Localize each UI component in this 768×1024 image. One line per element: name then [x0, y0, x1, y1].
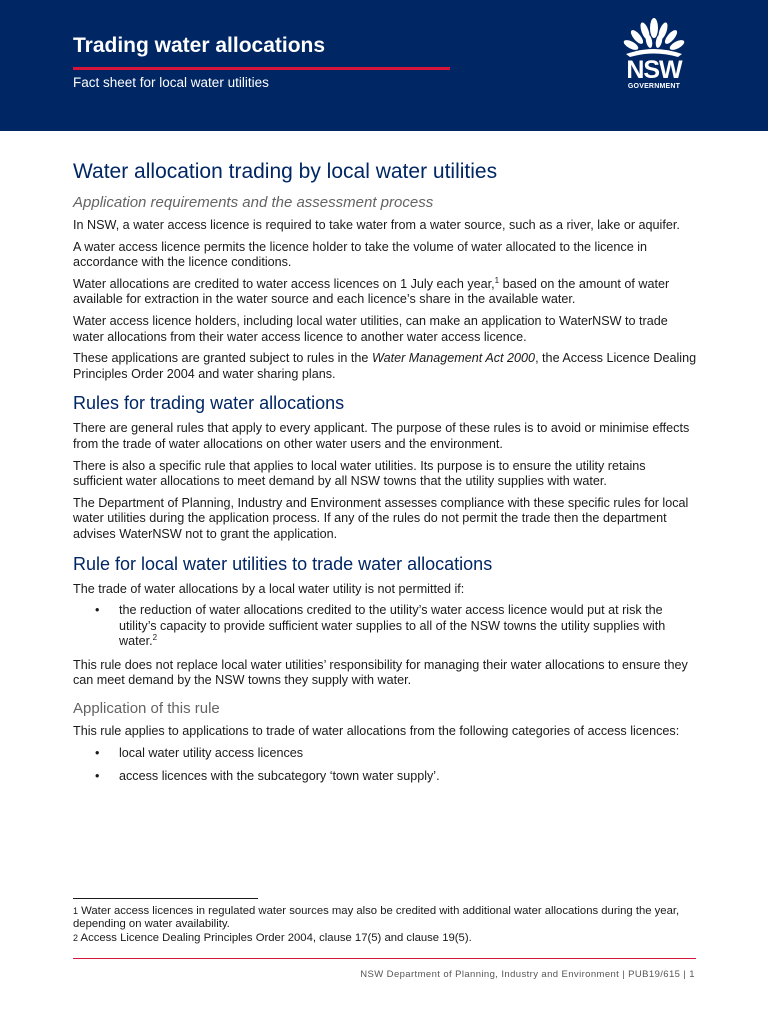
lead-heading: Application requirements and the assessment process [73, 194, 434, 211]
text-span: Water allocations are credited to water access licences on 1 July each year, [73, 276, 495, 291]
footnote-text: Access Licence Dealing Principles Order 2004, clause 17(5) and clause 19(5). [78, 931, 472, 944]
bullet-glyph: • [95, 603, 100, 618]
paragraph: There are general rules that apply to every applicant. The purpose of these rules is to avoid or minimise effects from the trade of water allocations on other water users and the environment. [73, 421, 690, 451]
list-item-text: the reduction of water allocations credited to the utility’s water access licence would put at risk the utility’s capacity to provide sufficient water supplies to all of the NSW towns the utility supplies with water. [119, 603, 666, 649]
paragraph-allocations-credited [73, 277, 698, 308]
bullet-glyph: • [95, 769, 100, 784]
document-title: Trading water allocations [73, 34, 326, 57]
logo-wordmark: NSW [626, 56, 682, 84]
footnote-text: Water access licences in regulated water sources may also be credited with additional water allocations during the year, depending on water availability. [73, 905, 680, 931]
footer-divider [73, 958, 696, 959]
nsw-government-logo [612, 18, 696, 96]
footnotes [73, 905, 698, 945]
paragraph: Water access licence holders, including local water utilities, can make an application to WaterNSW to trade water allocations from their water access licence to another water access licence. [73, 313, 668, 344]
waratah-icon [612, 18, 696, 58]
bullet-glyph: • [95, 745, 100, 760]
bullet-list [73, 746, 698, 785]
paragraph-granted [73, 351, 698, 382]
footnote [73, 905, 698, 932]
footnote-separator [73, 898, 258, 899]
paragraph: The Department of Planning, Industry and Environment assesses compliance with these specific rules for local water utilities during the application process. If any of the rules do not permit the trade then the department advises WaterNSW not to grant the application. [73, 495, 689, 541]
logo-government-label: GOVERNMENT [627, 83, 681, 90]
paragraph: A water access licence permits the licence holder to take the volume of water allocated to the licence in accordance with the licence conditions. [73, 239, 648, 270]
footnote-ref-1: 1 [494, 275, 500, 285]
bullet-list [73, 603, 698, 650]
paragraph: The trade of water allocations by a local water utility is not permitted if: [73, 581, 465, 596]
header-banner [0, 0, 768, 131]
main-heading: Water allocation trading by local water utilities [73, 160, 498, 183]
footnote-mark: 1 [73, 906, 79, 916]
paragraph: This rule does not replace local water utilities’ responsibility for managing their water allocations to ensure they can meet demand by the NSW towns they supply with water. [73, 657, 688, 688]
section-heading-rules: Rules for trading water allocations [73, 393, 345, 414]
list-item-text: access licences with the subcategory ‘town water supply’. [119, 769, 440, 784]
document-subtitle: Fact sheet for local water utilities [73, 75, 269, 90]
footnote-mark: 2 [73, 932, 79, 943]
footnote [73, 932, 698, 945]
section-heading-local-utilities: Rule for local water utilities to trade water allocations [73, 553, 493, 574]
footnote-ref-2: 2 [152, 633, 158, 643]
list-item [73, 769, 698, 785]
list-item-text: local water utility access licences [119, 745, 304, 760]
document-body [73, 158, 698, 793]
act-title: Water Management Act 2000 [371, 351, 536, 366]
list-item [73, 603, 698, 650]
text-span: based on the amount of water available for extraction in the water source and each licence’s share in the available water. [73, 276, 670, 307]
subheading-application: Application of this rule [73, 700, 220, 718]
title-underline [73, 67, 450, 70]
paragraph: This rule applies to applications to trade of water allocations from the following categories of access licences: [73, 724, 680, 739]
paragraph: In NSW, a water access licence is required to take water from a water source, such as a river, lake or aquifer. [73, 218, 680, 232]
list-item [73, 746, 698, 762]
page-footer: NSW Department of Planning, Industry and Environment | PUB19/615 | 1 [360, 969, 695, 980]
text-span: These applications are granted subject to rules in the [73, 351, 372, 366]
paragraph: There is also a specific rule that applies to local water utilities. Its purpose is to ensure the utility retains sufficient water allocations to meet demand by all NSW towns that the utility supplies with water. [73, 458, 646, 489]
text-span: , the Access Licence Dealing Principles Order 2004 and water sharing plans. [73, 351, 697, 381]
